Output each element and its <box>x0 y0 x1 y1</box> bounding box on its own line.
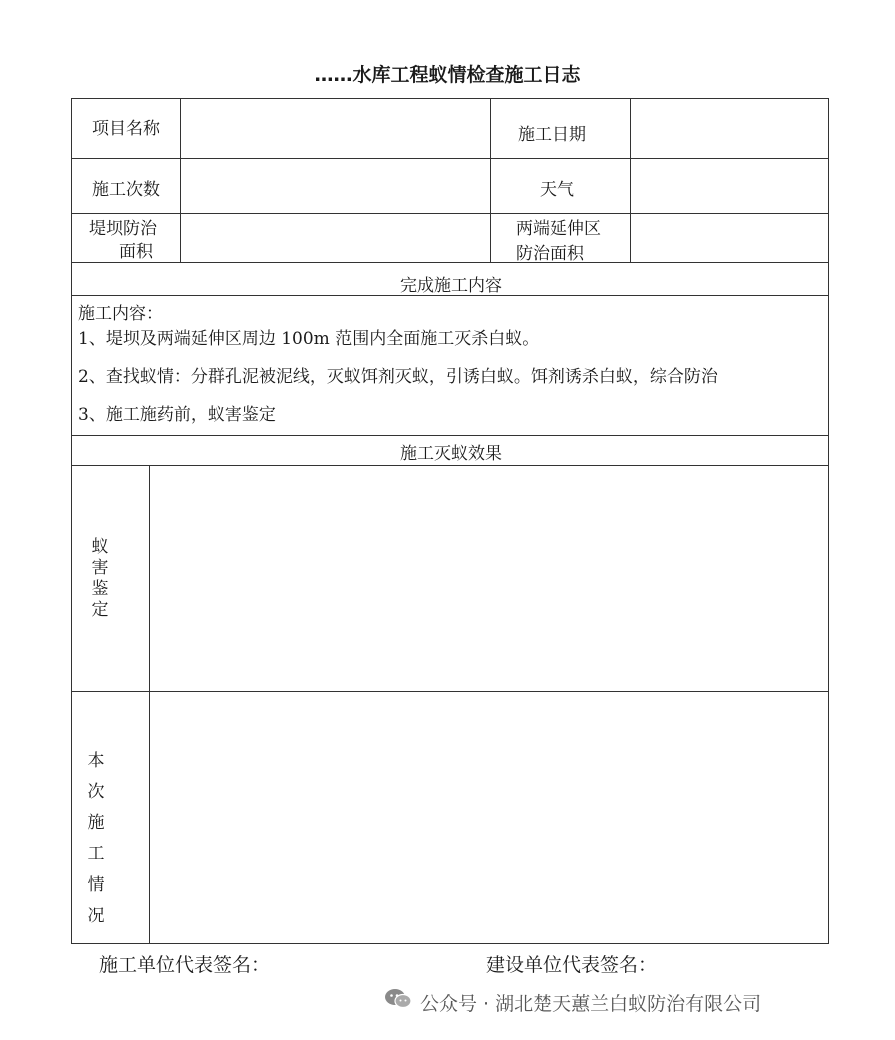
contractor-signature-label: 施工单位代表签名： <box>99 954 271 976</box>
watermark-text: 公众号 · 湖北楚天蕙兰白蚁防治有限公司 <box>420 993 762 1015</box>
row-divider <box>72 435 828 436</box>
effect-heading: 施工灭蚁效果 <box>400 444 502 464</box>
weather-label: 天气 <box>540 180 574 200</box>
content-heading: 完成施工内容 <box>400 276 502 296</box>
column-divider <box>180 99 181 262</box>
content-item: 1、堤坝及两端延伸区周边 100m 范围内全面施工灭杀白蚁。 <box>78 329 540 349</box>
column-divider <box>149 465 150 944</box>
construction-situation-label: 本 次 施 工 情 况 <box>87 751 105 926</box>
construction-count-label: 施工次数 <box>92 180 160 200</box>
content-item: 2、查找蚁情：分群孔泥被泥线，灭蚁饵剂灭蚁，引诱白蚁。饵剂诱杀白蚁，综合防治 <box>78 367 718 387</box>
row-divider <box>72 213 828 214</box>
wechat-icon <box>384 987 412 1011</box>
owner-signature-label: 建设单位代表签名： <box>486 954 658 976</box>
extension-area-label-line1: 两端延伸区 <box>516 219 601 239</box>
construction-date-label: 施工日期 <box>518 125 586 145</box>
column-divider <box>490 99 491 262</box>
content-intro: 施工内容： <box>78 304 163 324</box>
column-divider <box>630 99 631 262</box>
extension-area-label-line2: 防治面积 <box>516 244 584 264</box>
row-divider <box>72 465 828 466</box>
row-divider <box>72 691 828 692</box>
content-item: 3、施工施药前，蚁害鉴定 <box>78 405 276 425</box>
page-title: ……水库工程蚁情检查施工日志 <box>314 64 581 86</box>
row-divider <box>72 158 828 159</box>
damage-identification-label: 蚁 害 鉴 定 <box>91 537 109 620</box>
row-divider <box>72 262 828 263</box>
project-name-label: 项目名称 <box>92 119 160 139</box>
log-table <box>71 98 829 944</box>
dam-area-label-line2: 面积 <box>119 242 153 262</box>
dam-area-label-line1: 堤坝防治 <box>89 219 157 239</box>
